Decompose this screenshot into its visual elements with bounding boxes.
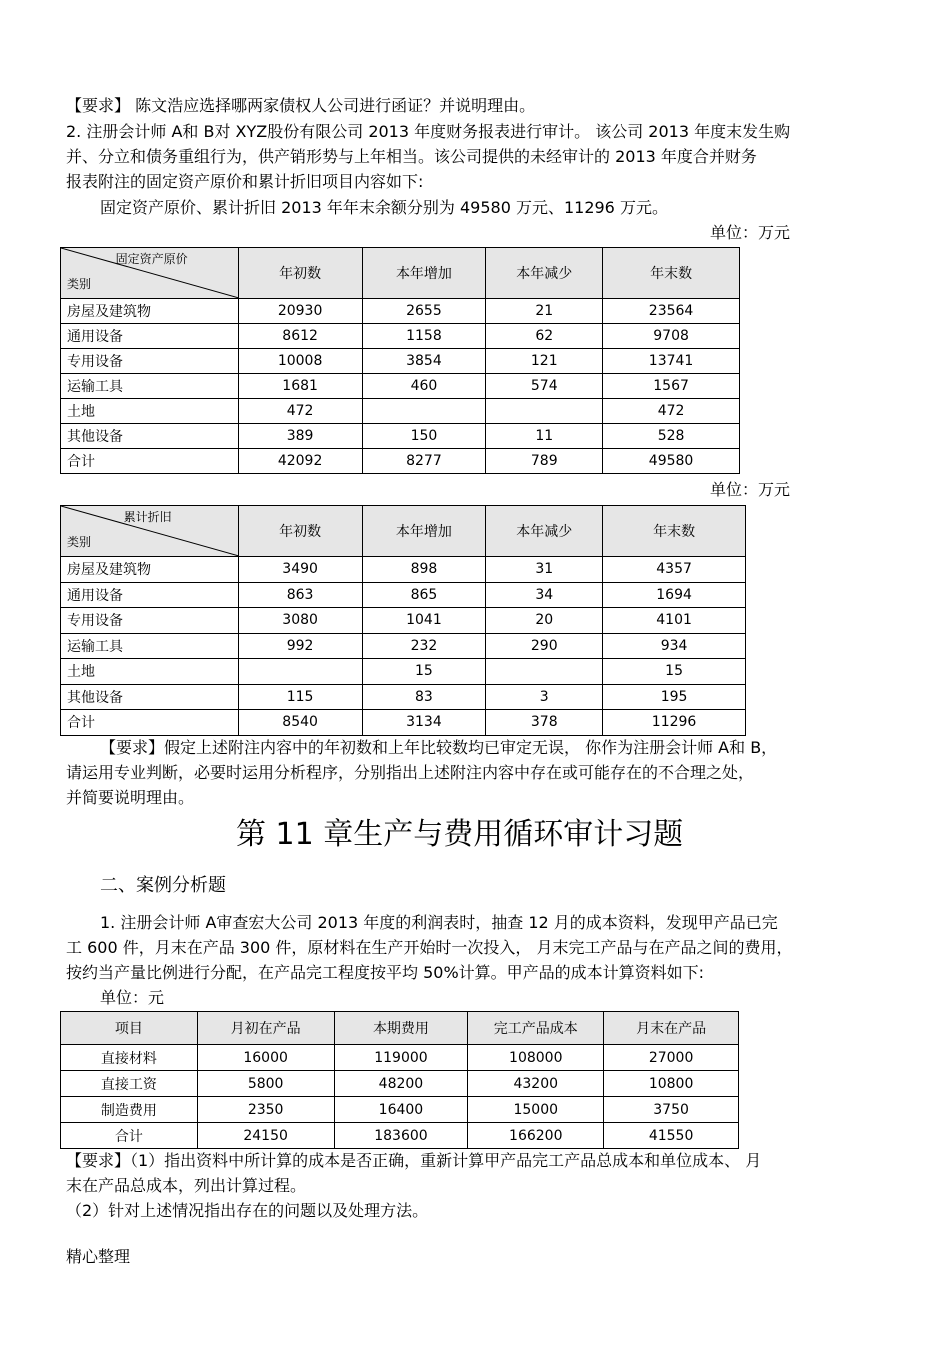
table-cell: 31 (486, 557, 603, 583)
table-cell: 15000 (468, 1097, 604, 1123)
table-cell: 41550 (604, 1123, 739, 1149)
table-cell: 15 (603, 659, 746, 685)
requirement-2-line-3: 并简要说明理由。 (66, 788, 195, 807)
case-1-line-2: 工 600 件，月末在产品 300 件，原材料在生产开始时一次投入， 月末完工产品与在产品之间的费用， (66, 938, 793, 957)
table-row (61, 374, 740, 399)
table-cell (362, 399, 486, 424)
table3-header: 月初在产品 (197, 1012, 334, 1045)
table-cell: 其他设备 (61, 684, 239, 710)
table-cell: 8277 (362, 449, 486, 474)
table-cell: 574 (486, 374, 603, 399)
table-cell: 48200 (334, 1071, 468, 1097)
table1-corner-top: 固定资产原价 (115, 252, 188, 266)
table-cell: 5800 (197, 1071, 334, 1097)
table-cell: 3854 (362, 349, 486, 374)
table-row (61, 399, 740, 424)
product-cost-table (60, 1011, 739, 1149)
table-row (61, 557, 746, 583)
requirement-1: 【要求】 陈文浩应选择哪两家债权人公司进行函证？并说明理由。 (66, 96, 536, 115)
table-cell: 1041 (362, 608, 486, 634)
table-cell: 房屋及建筑物 (61, 557, 239, 583)
table-cell: 378 (486, 710, 603, 736)
table-cell: 121 (486, 349, 603, 374)
table1-header: 本年减少 (486, 248, 603, 299)
table-cell: 472 (603, 399, 740, 424)
question-2-line-1: 2. 注册会计师 A和 B对 XYZ股份有限公司 2013 年度财务报表进行审计。 该公司 2013 年度末发生购 (66, 122, 791, 141)
table-cell: 3 (486, 684, 603, 710)
table-cell: 10800 (604, 1071, 739, 1097)
table-cell: 土地 (61, 399, 239, 424)
table-cell: 1567 (603, 374, 740, 399)
table-cell: 直接材料 (61, 1045, 198, 1071)
table-cell: 3134 (362, 710, 486, 736)
table1-header: 年末数 (603, 248, 740, 299)
table-cell: 2655 (362, 299, 486, 324)
table-cell: 1681 (238, 374, 362, 399)
table-row (61, 710, 746, 736)
table-cell: 通用设备 (61, 582, 239, 608)
table2-header: 年末数 (603, 506, 746, 557)
requirement-3-line-3: （2）针对上述情况指出存在的问题以及处理方法。 (66, 1201, 429, 1220)
table-cell: 62 (486, 324, 603, 349)
balance-note: 固定资产原价、累计折旧 2013 年年末余额分别为 49580 万元、11296 万元。 (100, 198, 668, 217)
table-cell: 10008 (238, 349, 362, 374)
unit-label-1: 单位：万元 (710, 223, 791, 242)
table-row (61, 1071, 739, 1097)
table-row (61, 299, 740, 324)
table-cell: 34 (486, 582, 603, 608)
section-title: 二、案例分析题 (100, 875, 226, 896)
table-cell: 898 (362, 557, 486, 583)
table-cell: 专用设备 (61, 349, 239, 374)
table-cell: 460 (362, 374, 486, 399)
table-row (61, 608, 746, 634)
table3-header: 完工产品成本 (468, 1012, 604, 1045)
table-cell: 934 (603, 633, 746, 659)
table2-header: 本年增加 (362, 506, 486, 557)
table-cell: 4357 (603, 557, 746, 583)
table-cell: 房屋及建筑物 (61, 299, 239, 324)
table-cell: 290 (486, 633, 603, 659)
table-cell: 20 (486, 608, 603, 634)
table-cell: 42092 (238, 449, 362, 474)
table-cell: 389 (238, 424, 362, 449)
table-row (61, 582, 746, 608)
chapter-title: 第 11 章生产与费用循环审计习题 (236, 817, 684, 852)
table-cell: 992 (238, 633, 362, 659)
table-cell: 11296 (603, 710, 746, 736)
table-cell: 20930 (238, 299, 362, 324)
table-cell: 合计 (61, 449, 239, 474)
table-cell (486, 659, 603, 685)
table-cell: 8612 (238, 324, 362, 349)
requirement-2-line-1: 【要求】假定上述附注内容中的年初数和上年比较数均已审定无误， 你作为注册会计师 A和 B， (100, 738, 778, 757)
accumulated-depreciation-table (60, 505, 746, 736)
table2-corner-top: 累计折旧 (123, 510, 172, 524)
table-cell: 3490 (238, 557, 362, 583)
table1-header: 本年增加 (362, 248, 486, 299)
table-cell: 865 (362, 582, 486, 608)
question-2-line-3: 报表附注的固定资产原价和累计折旧项目内容如下: (66, 172, 424, 191)
table-row (61, 1097, 739, 1123)
table-cell: 472 (238, 399, 362, 424)
table-cell: 119000 (334, 1045, 468, 1071)
table3-header: 本期费用 (334, 1012, 468, 1045)
table-cell: 8540 (238, 710, 362, 736)
table-cell: 83 (362, 684, 486, 710)
table-cell: 土地 (61, 659, 239, 685)
table1-corner-cell (61, 248, 239, 299)
table3-header: 月末在产品 (604, 1012, 739, 1045)
table-cell: 108000 (468, 1045, 604, 1071)
table-cell: 24150 (197, 1123, 334, 1149)
table-cell: 27000 (604, 1045, 739, 1071)
table-cell: 9708 (603, 324, 740, 349)
table-cell: 15 (362, 659, 486, 685)
table-cell: 166200 (468, 1123, 604, 1149)
table-cell: 3750 (604, 1097, 739, 1123)
requirement-3-line-2: 末在产品总成本，列出计算过程。 (66, 1176, 307, 1195)
table-cell: 合计 (61, 710, 239, 736)
table-cell: 通用设备 (61, 324, 239, 349)
table-cell: 运输工具 (61, 633, 239, 659)
table-row (61, 684, 746, 710)
table-cell (238, 659, 362, 685)
table-cell: 1158 (362, 324, 486, 349)
table-cell: 49580 (603, 449, 740, 474)
table-cell: 制造费用 (61, 1097, 198, 1123)
table-cell: 运输工具 (61, 374, 239, 399)
table-cell: 合计 (61, 1123, 198, 1149)
table2-corner-bottom: 类别 (67, 535, 92, 549)
case-1-line-1: 1. 注册会计师 A审查宏大公司 2013 年度的利润表时，抽查 12 月的成本资料，发现甲产品已完 (100, 913, 778, 932)
table-row (61, 449, 740, 474)
table-cell: 115 (238, 684, 362, 710)
table1-header: 年初数 (238, 248, 362, 299)
table-cell: 其他设备 (61, 424, 239, 449)
table2-header: 本年减少 (486, 506, 603, 557)
table-cell: 直接工资 (61, 1071, 198, 1097)
table-cell: 专用设备 (61, 608, 239, 634)
table-cell: 3080 (238, 608, 362, 634)
table-cell: 11 (486, 424, 603, 449)
table3-header: 项目 (61, 1012, 198, 1045)
table-cell: 789 (486, 449, 603, 474)
fixed-asset-cost-table (60, 247, 740, 474)
unit-label-3: 单位：元 (100, 988, 165, 1007)
table-cell: 195 (603, 684, 746, 710)
table-cell: 528 (603, 424, 740, 449)
table-cell (486, 399, 603, 424)
table-cell: 1694 (603, 582, 746, 608)
table-cell: 863 (238, 582, 362, 608)
table-row (61, 633, 746, 659)
unit-label-2: 单位：万元 (710, 480, 791, 499)
table-cell: 23564 (603, 299, 740, 324)
table-cell: 16000 (197, 1045, 334, 1071)
table-cell: 21 (486, 299, 603, 324)
table-row (61, 324, 740, 349)
table-cell: 232 (362, 633, 486, 659)
requirement-2-line-2: 请运用专业判断，必要时运用分析程序，分别指出上述附注内容中存在或可能存在的不合理之处， (66, 763, 755, 782)
table-cell: 16400 (334, 1097, 468, 1123)
footer-note: 精心整理 (66, 1247, 131, 1266)
table-row (61, 1123, 739, 1149)
table-cell: 4101 (603, 608, 746, 634)
table-cell: 2350 (197, 1097, 334, 1123)
table-cell: 183600 (334, 1123, 468, 1149)
table-row (61, 424, 740, 449)
table-row (61, 659, 746, 685)
requirement-3-line-1: 【要求】（1）指出资料中所计算的成本是否正确，重新计算甲产品完工产品总成本和单位成本、 月 (66, 1151, 762, 1170)
table2-corner-cell (61, 506, 239, 557)
table-cell: 13741 (603, 349, 740, 374)
table-row (61, 1045, 739, 1071)
table-cell: 43200 (468, 1071, 604, 1097)
case-1-line-3: 按约当产量比例进行分配，在产品完工程度按平均 50%计算。甲产品的成本计算资料如下: (66, 963, 705, 982)
table2-header: 年初数 (238, 506, 362, 557)
question-2-line-2: 并、分立和债务重组行为，供产销形势与上年相当。该公司提供的未经审计的 2013 年度合并财务 (66, 147, 757, 166)
table-row (61, 349, 740, 374)
table-cell: 150 (362, 424, 486, 449)
table1-corner-bottom: 类别 (67, 277, 92, 291)
